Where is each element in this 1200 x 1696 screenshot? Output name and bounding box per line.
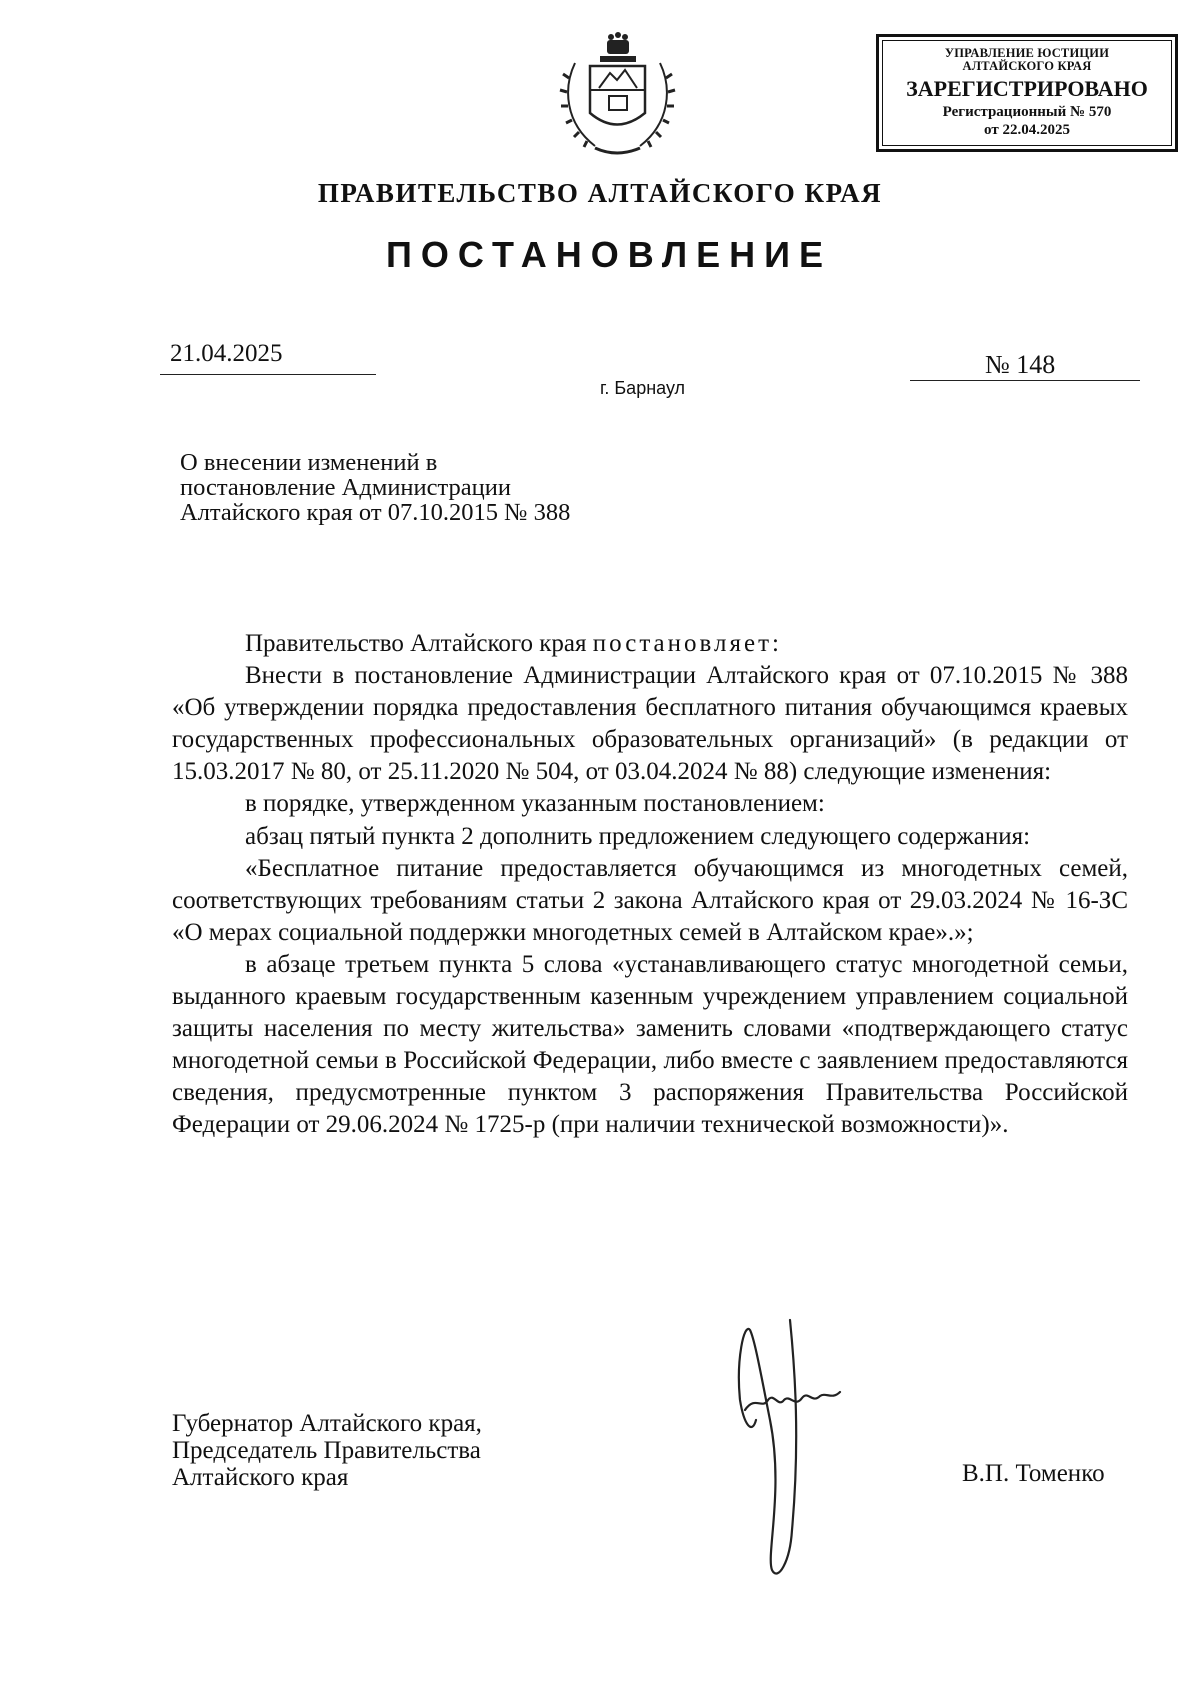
- body-paragraph: Внести в постановление Администрации Алтайского края от 07.10.2015 № 388 «Об утверждении порядка предоставления бесплатного питания обучающимся краевых государственных профессиональных образовательных организаций» (в редакции от 15.03.2017 № 80, от 25.11.2020 № 504, от 03.04.2024 № 88) следующие изменения:: [172, 662, 1128, 786]
- stamp-date: 22.04.2025: [1002, 122, 1070, 138]
- stamp-status: ЗАРЕГИСТРИРОВАНО: [906, 76, 1148, 101]
- document-body: [172, 628, 1128, 1142]
- coat-of-arms-emblem-icon: [555, 28, 680, 158]
- registration-stamp: [876, 34, 1178, 152]
- subject-line: О внесении изменений в: [180, 449, 438, 476]
- stamp-org-line-2: АЛТАЙСКОГО КРАЯ: [962, 59, 1092, 73]
- stamp-registration-line: [883, 103, 1171, 121]
- stamp-inner-frame: [882, 40, 1172, 146]
- body-paragraph: абзац пятый пункта 2 дополнить предложением следующего содержания:: [245, 822, 1031, 850]
- body-paragraph: в порядке, утвержденном указанным постановлением:: [245, 790, 825, 818]
- stamp-date-line: [883, 121, 1171, 139]
- date-underline: [160, 374, 376, 375]
- stamp-date-label: от: [984, 122, 999, 138]
- stamp-reg-label: Регистрационный №: [942, 104, 1086, 120]
- intro-suffix: :: [772, 630, 779, 657]
- document-city: г. Барнаул: [600, 378, 686, 398]
- signer-title-line: Губернатор Алтайского края,: [172, 1410, 482, 1437]
- government-title: ПРАВИТЕЛЬСТВО АЛТАЙСКОГО КРАЯ: [317, 178, 883, 208]
- document-number: № 148: [985, 350, 1056, 379]
- document-subject: [180, 450, 650, 525]
- subject-line: постановление Администрации: [180, 474, 511, 501]
- body-intro: [172, 628, 1128, 660]
- signer-title-line: Председатель Правительства: [172, 1437, 481, 1464]
- signer-title-line: Алтайского края: [172, 1464, 349, 1491]
- document-type-title: ПОСТАНОВЛЕНИЕ: [386, 234, 832, 275]
- document-date: 21.04.2025: [170, 340, 283, 367]
- body-paragraph: в абзаце третьем пункта 5 слова «устанавливающего статус многодетной семьи, выданного краевым государственным казенным учреждением управлением социальной защиты населения по месту жительства» заменить словами «подтверждающего статус многодетной семьи в Российской Федерации, либо вместе с заявлением предоставляются сведения, предусмотренные пунктом 3 распоряжения Правительства Российской Федерации от 29.06.2024 № 1725-р (при наличии технической возможности)».: [172, 950, 1128, 1139]
- number-underline: [910, 380, 1140, 381]
- intro-prefix: Правительство Алтайского края: [245, 630, 593, 657]
- signer-title: [172, 1410, 482, 1491]
- handwritten-signature-icon: [700, 1300, 870, 1590]
- stamp-reg-number: 570: [1088, 104, 1112, 120]
- stamp-org-line-1: УПРАВЛЕНИЕ ЮСТИЦИИ: [944, 46, 1110, 60]
- subject-line: Алтайского края от 07.10.2015 № 388: [180, 499, 571, 526]
- intro-verb: постановляет: [592, 630, 772, 657]
- signer-name: В.П. Томенко: [962, 1460, 1105, 1487]
- body-paragraph: «Бесплатное питание предоставляется обучающимся из многодетных семей, соответствующих требованиям статьи 2 закона Алтайского края от 29.03.2024 № 16-ЗС «О мерах социальной поддержки многодетных семей в Алтайском крае».»;: [172, 854, 1128, 946]
